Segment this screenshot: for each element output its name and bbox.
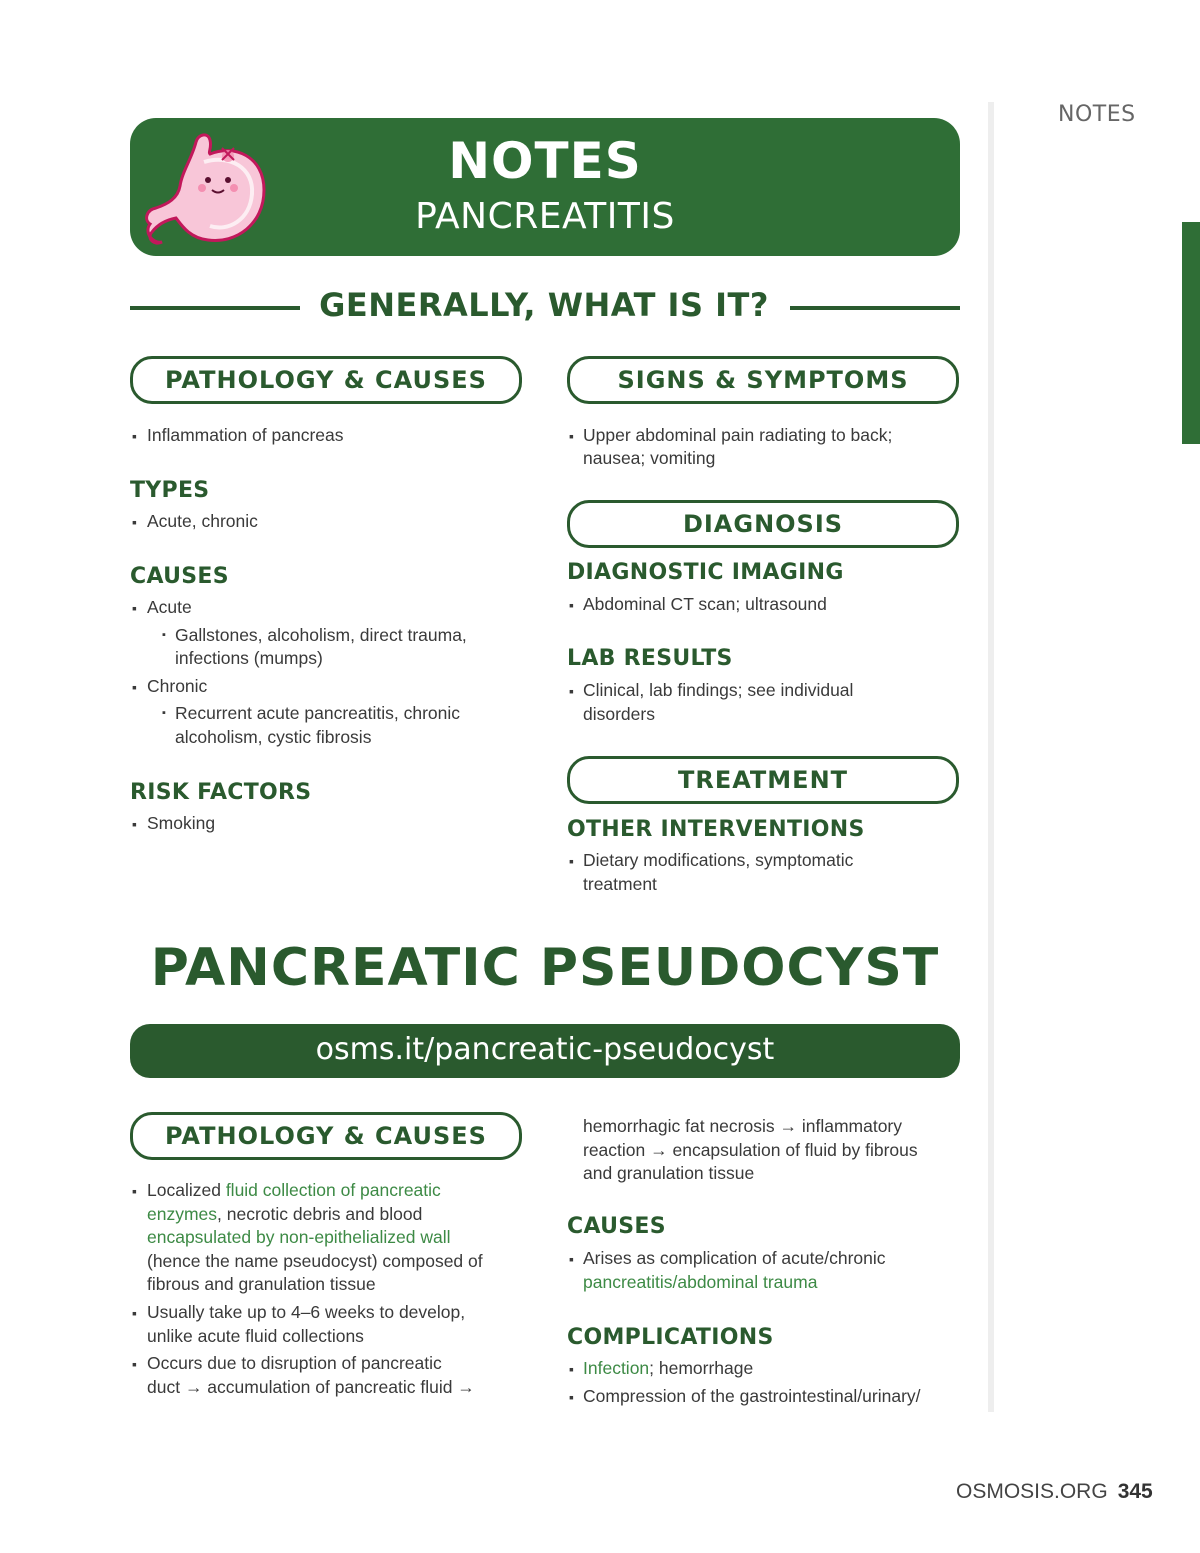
signs-line-1: Upper abdominal pain radiating to back; xyxy=(583,425,893,445)
causes-acute-sub-1: Gallstones, alcoholism, direct trauma, xyxy=(175,625,467,645)
types-heading: TYPES xyxy=(130,478,210,503)
complications-heading: COMPLICATIONS xyxy=(567,1325,774,1350)
causes-acute: Acute xyxy=(147,597,192,617)
pathology-causes-label: PATHOLOGY & CAUSES xyxy=(130,356,522,404)
page-footer xyxy=(956,1480,1153,1504)
pseudocyst-title: PANCREATIC PSEUDOCYST xyxy=(150,938,940,998)
heading-rule-left xyxy=(130,306,300,310)
bullet: ▪ xyxy=(569,683,574,699)
bullet: ▪ xyxy=(569,428,574,444)
pseudocyst-p1-line-3: encapsulated by non-epithelialized wall xyxy=(147,1227,451,1247)
causes-chronic: Chronic xyxy=(147,676,208,696)
pseudocyst-p1-line-4: (hence the name pseudocyst) composed of xyxy=(147,1251,483,1271)
pseudocyst-p2-line-2: unlike acute fluid collections xyxy=(147,1326,364,1346)
bullet: ▪ xyxy=(132,816,137,832)
complication-1: Infection; hemorrhage xyxy=(583,1358,754,1378)
banner-subtitle: PANCREATITIS xyxy=(415,196,675,237)
footer-site: OSMOSIS.ORG xyxy=(956,1480,1108,1503)
diagnostic-imaging-heading: DIAGNOSTIC IMAGING xyxy=(567,560,844,585)
sub-bullet: ▪ xyxy=(162,707,166,719)
bullet: ▪ xyxy=(132,600,137,616)
causes-chronic-sub-1: Recurrent acute pancreatitis, chronic xyxy=(175,703,460,723)
section-heading: GENERALLY, WHAT IS IT? xyxy=(319,286,769,324)
pseudocyst-causes-heading: CAUSES xyxy=(567,1214,666,1239)
pseudocyst-pathology-label: PATHOLOGY & CAUSES xyxy=(130,1112,522,1160)
other-line-2: treatment xyxy=(583,874,657,894)
treatment-label: TREATMENT xyxy=(567,756,959,804)
diagnosis-label: DIAGNOSIS xyxy=(567,500,959,548)
causes-acute-sub-2: infections (mumps) xyxy=(175,648,323,668)
pseudocyst-causes-line-2: pancreatitis/abdominal trauma xyxy=(583,1272,818,1292)
signs-symptoms-label: SIGNS & SYMPTOMS xyxy=(567,356,959,404)
page-number: 345 xyxy=(1117,1480,1153,1503)
bullet: ▪ xyxy=(569,853,574,869)
running-head: NOTES xyxy=(1058,102,1136,127)
pseudocyst-causes-line-1: Arises as complication of acute/chronic xyxy=(583,1248,886,1268)
pseudocyst-p3-line-1: Occurs due to disruption of pancreatic xyxy=(147,1353,442,1373)
lab-line-1: Clinical, lab findings; see individual xyxy=(583,680,854,700)
heading-rule-right xyxy=(790,306,960,310)
risk-bullet: Smoking xyxy=(147,813,216,833)
types-bullet: Acute, chronic xyxy=(147,511,258,531)
sub-bullet: ▪ xyxy=(162,629,166,641)
chapter-tab xyxy=(1182,222,1200,444)
pseudocyst-p3-line-2: duct → accumulation of pancreatic fluid → xyxy=(147,1377,475,1397)
banner-title: NOTES xyxy=(448,132,642,190)
lab-line-2: disorders xyxy=(583,704,655,724)
bullet: ▪ xyxy=(569,1389,574,1405)
bullet: ▪ xyxy=(132,1356,137,1372)
pseudocyst-p2-line-1: Usually take up to 4–6 weeks to develop, xyxy=(147,1302,466,1322)
bullet: ▪ xyxy=(569,1251,574,1267)
pseudocyst-link[interactable]: osms.it/pancreatic-pseudocyst xyxy=(315,1032,775,1067)
bullet: ▪ xyxy=(132,514,137,530)
risk-factors-heading: RISK FACTORS xyxy=(130,780,312,805)
pseudocyst-p1-line-1: Localized fluid collection of pancreatic xyxy=(147,1180,441,1200)
bullet: ▪ xyxy=(132,428,137,444)
bullet: ▪ xyxy=(569,597,574,613)
signs-line-2: nausea; vomiting xyxy=(583,448,716,468)
bullet: ▪ xyxy=(132,1305,137,1321)
margin-rule xyxy=(988,102,994,1412)
pseudocyst-r1-line-1: hemorrhagic fat necrosis → inflammatory xyxy=(583,1116,902,1136)
pseudocyst-p1-line-2: enzymes, necrotic debris and blood xyxy=(147,1204,423,1224)
pseudocyst-p1-line-5: fibrous and granulation tissue xyxy=(147,1274,376,1294)
pseudocyst-r1-line-2: reaction → encapsulation of fluid by fibrous xyxy=(583,1140,918,1160)
complication-2: Compression of the gastrointestinal/urinary/ xyxy=(583,1386,921,1406)
pseudocyst-r1-line-3: and granulation tissue xyxy=(583,1163,755,1183)
pathology-bullet: Inflammation of pancreas xyxy=(147,425,344,445)
bullet: ▪ xyxy=(132,679,137,695)
causes-heading: CAUSES xyxy=(130,564,229,589)
causes-chronic-sub-2: alcoholism, cystic fibrosis xyxy=(175,727,372,747)
bullet: ▪ xyxy=(132,1183,137,1199)
imaging-bullet: Abdominal CT scan; ultrasound xyxy=(583,594,827,614)
lab-results-heading: LAB RESULTS xyxy=(567,646,733,671)
bullet: ▪ xyxy=(569,1361,574,1377)
other-line-1: Dietary modifications, symptomatic xyxy=(583,850,854,870)
other-interventions-heading: OTHER INTERVENTIONS xyxy=(567,817,865,842)
